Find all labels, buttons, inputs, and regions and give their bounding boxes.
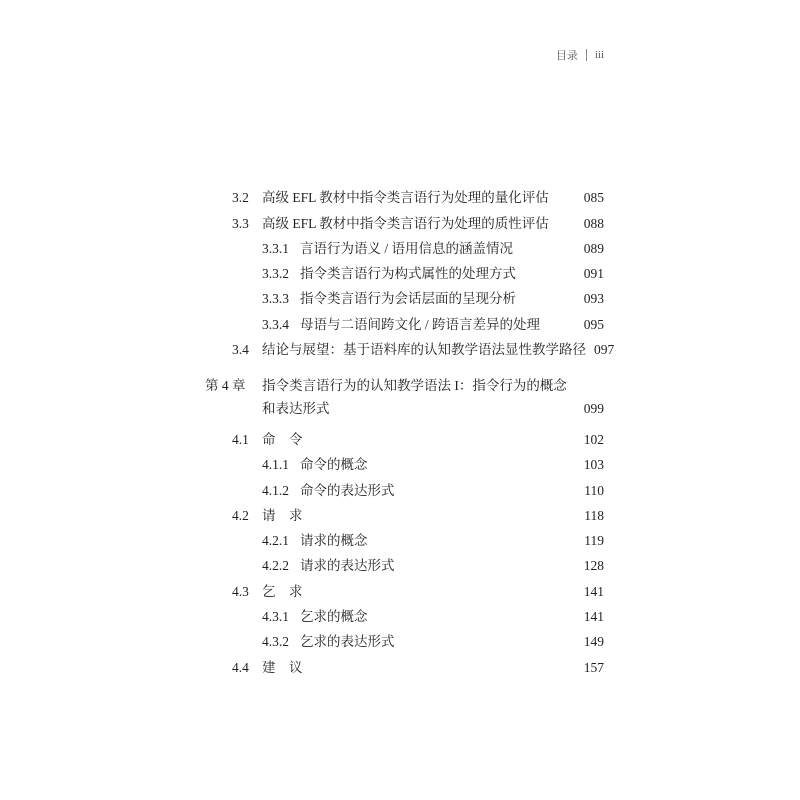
entry-page: 085 (583, 190, 604, 205)
toc-entry (232, 340, 615, 360)
toc-entry (262, 264, 604, 284)
toc-entry (262, 481, 604, 501)
entry-page: 095 (583, 317, 604, 332)
toc-entry (205, 376, 604, 396)
entry-page: 118 (584, 508, 604, 523)
entry-number: 3.2 (232, 190, 249, 205)
toc-entry (262, 556, 604, 576)
toc-entry (262, 315, 604, 335)
entry-title: 请 求 (262, 508, 303, 523)
entry-number: 4.1 (232, 432, 249, 447)
entry-page: 149 (583, 634, 604, 649)
entry-number: 3.3.1 (262, 241, 289, 256)
entry-title: 和表达形式 (262, 401, 330, 416)
toc-entry (262, 289, 604, 309)
entry-page: 099 (583, 401, 604, 416)
entry-page: 103 (583, 457, 604, 472)
toc-entry (262, 531, 604, 551)
entry-page: 141 (583, 609, 604, 624)
header-page-number: iii (594, 49, 604, 61)
entry-number: 4.1.1 (262, 457, 289, 472)
entry-page: 089 (583, 241, 604, 256)
entry-title: 命令的概念 (300, 457, 368, 472)
entry-number: 3.3 (232, 216, 249, 231)
entry-title: 乞 求 (262, 584, 303, 599)
toc-entry (232, 188, 604, 208)
entry-page: 110 (584, 483, 604, 498)
entry-page: 097 (594, 342, 615, 357)
entry-page: 102 (583, 432, 604, 447)
toc-entry (232, 430, 604, 450)
entry-number: 3.3.2 (262, 266, 289, 281)
entry-title: 请求的表达形式 (300, 558, 395, 573)
entry-page: 141 (583, 584, 604, 599)
entry-title: 结论与展望：基于语料库的认知教学语法显性教学路径 (262, 342, 586, 357)
entry-title: 命 令 (262, 432, 303, 447)
entry-title: 高级 EFL 教材中指令类言语行为处理的质性评估 (262, 216, 549, 231)
toc-entry (262, 632, 604, 652)
entry-page: 088 (583, 216, 604, 231)
toc-entry (262, 607, 604, 627)
entry-number: 4.3.1 (262, 609, 289, 624)
entry-number: 4.4 (232, 660, 249, 675)
toc-entry (262, 455, 604, 475)
toc-entry (262, 239, 604, 259)
running-header (556, 47, 604, 63)
entry-number: 4.1.2 (262, 483, 289, 498)
entry-number: 第 4 章 (205, 378, 246, 393)
entry-page: 091 (583, 266, 604, 281)
toc-entry (232, 582, 604, 602)
entry-page: 119 (584, 533, 604, 548)
toc-entry (262, 399, 604, 419)
entry-number: 4.2.2 (262, 558, 289, 573)
entry-number: 4.3.2 (262, 634, 289, 649)
header-section: 目录 (555, 50, 578, 62)
entry-page: 128 (583, 558, 604, 573)
entry-title: 命令的表达形式 (300, 483, 395, 498)
entry-title: 言语行为语义 / 语用信息的涵盖情况 (300, 241, 514, 256)
entry-title: 乞求的概念 (300, 609, 368, 624)
entry-title: 乞求的表达形式 (300, 634, 395, 649)
entry-title: 指令类言语行为会话层面的呈现分析 (300, 291, 516, 306)
entry-title: 建 议 (262, 660, 303, 675)
toc-entry (232, 658, 604, 678)
entry-title: 请求的概念 (300, 533, 368, 548)
entry-number: 4.2.1 (262, 533, 289, 548)
entry-title: 指令类言语行为的认知教学语法 I：指令行为的概念 (262, 378, 567, 393)
entry-title: 指令类言语行为构式属性的处理方式 (300, 266, 516, 281)
entry-number: 3.4 (232, 342, 249, 357)
entry-number: 4.3 (232, 584, 249, 599)
entry-title: 母语与二语间跨文化 / 跨语言差异的处理 (300, 317, 541, 332)
entry-title: 高级 EFL 教材中指令类言语行为处理的量化评估 (262, 190, 549, 205)
toc-entry (232, 506, 604, 526)
entry-page: 157 (583, 660, 604, 675)
entry-number: 3.3.3 (262, 291, 289, 306)
entry-page: 093 (583, 291, 604, 306)
entry-number: 3.3.4 (262, 317, 289, 332)
header-divider (586, 49, 587, 61)
toc-entry (232, 214, 604, 234)
entry-number: 4.2 (232, 508, 249, 523)
